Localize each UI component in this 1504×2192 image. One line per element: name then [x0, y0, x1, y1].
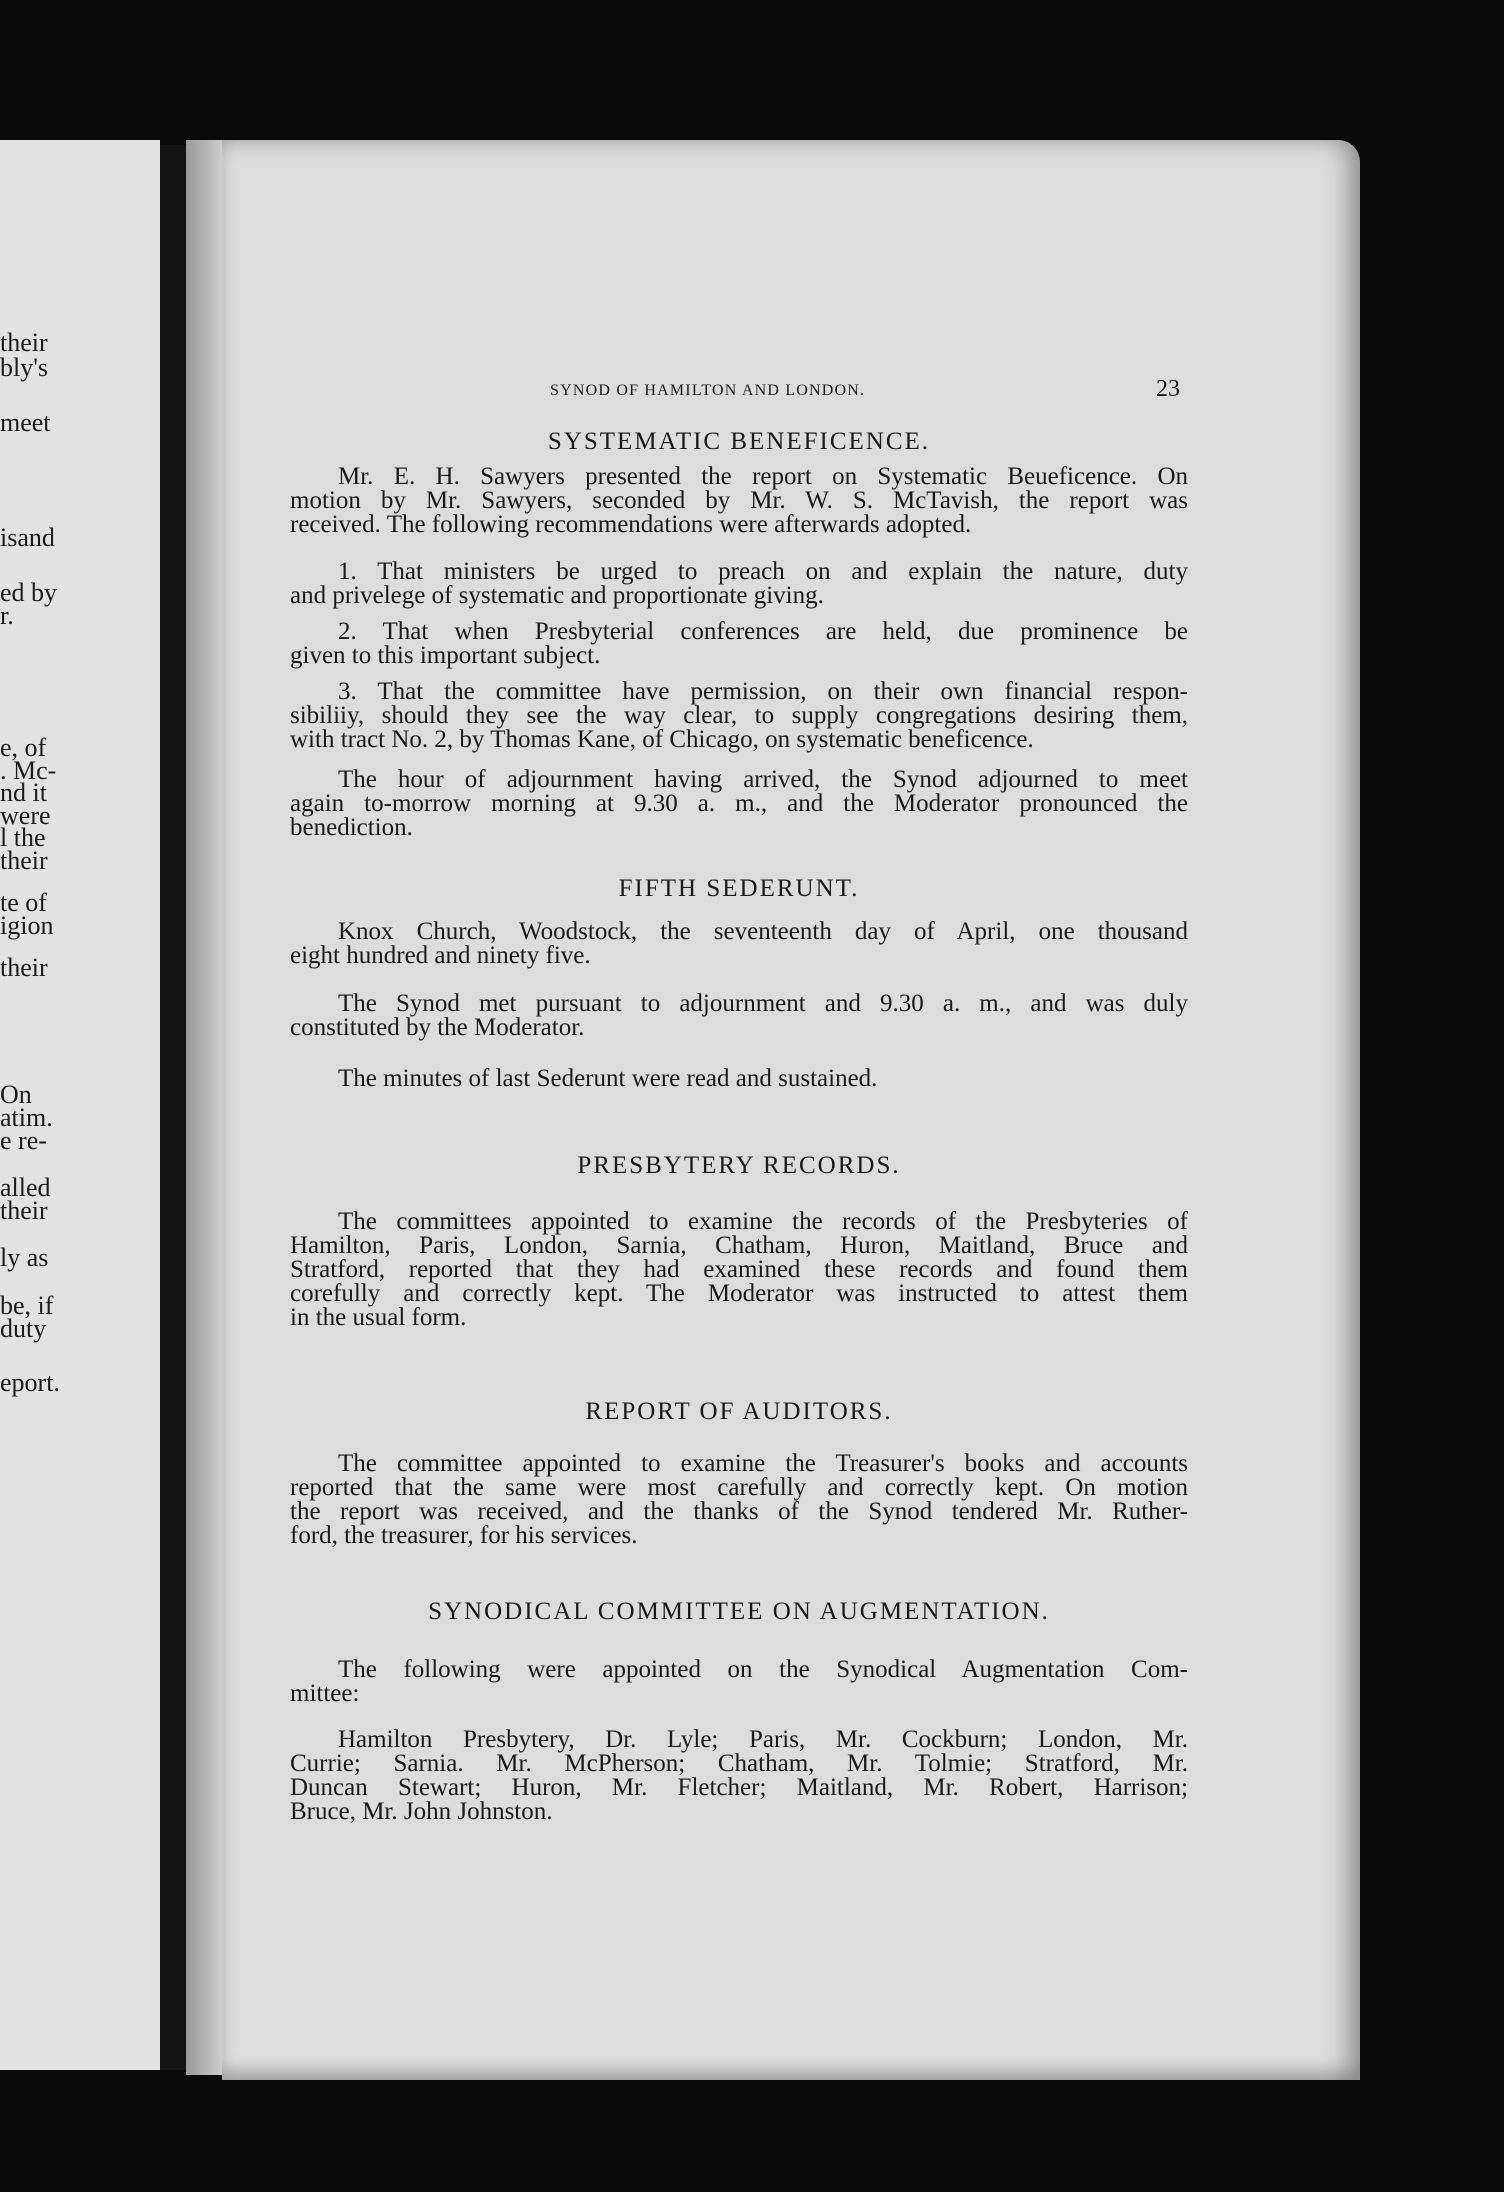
paragraph-line: received. The following recommendations were afterwards adopted.: [290, 511, 972, 538]
facing-page-fragment: eport.: [0, 1368, 60, 1397]
paragraph: [290, 768, 1188, 840]
paragraph: [290, 1658, 1188, 1706]
facing-page-fragment: their: [0, 846, 48, 875]
facing-page-fragment: their: [0, 1196, 48, 1225]
paragraph-line: with tract No. 2, by Thomas Kane, of Chicago, on systematic beneficence.: [290, 726, 1034, 753]
section-heading: REPORT OF AUDITORS.: [585, 1398, 893, 1425]
facing-page-fragment: isand: [0, 523, 55, 552]
paragraph-line: Hamilton, Paris, London, Sarnia, Chatham, Huron, Maitland, Bruce and: [290, 1232, 1188, 1259]
facing-page-fragment: atim.: [0, 1103, 53, 1132]
paragraph: [290, 680, 1188, 752]
paragraph-line: benediction.: [290, 814, 413, 841]
facing-page-fragment: e re-: [0, 1126, 47, 1155]
section-heading: PRESBYTERY RECORDS.: [577, 1152, 901, 1179]
paragraph-line: reported that the same were most carefully and correctly kept. On motion: [290, 1474, 1188, 1501]
paragraph-line: mittee:: [290, 1680, 360, 1707]
paragraph-line: 3. That the committee have permission, on their own financial respon-: [338, 678, 1188, 705]
paragraph-line: constituted by the Moderator.: [290, 1014, 585, 1041]
paragraph-line: corefully and correctly kept. The Moderator was instructed to attest them: [290, 1280, 1188, 1307]
paragraph: [290, 1728, 1188, 1824]
spine-shadow: [186, 140, 226, 2075]
paragraph-line: and privelege of systematic and proportionate giving.: [290, 582, 824, 609]
facing-page-fragment: alled: [0, 1173, 51, 1202]
paragraph-line: The following were appointed on the Synodical Augmentation Com-: [338, 1656, 1188, 1683]
page-number: 23: [1156, 376, 1180, 402]
facing-page-fragment: meet: [0, 408, 51, 437]
facing-page-fragment: igion: [0, 911, 54, 940]
running-head-title: SYNOD OF HAMILTON AND LONDON.: [550, 382, 866, 399]
facing-page-fragment: On: [0, 1080, 32, 1109]
paragraph-line: the report was received, and the thanks of the Synod tendered Mr. Ruther-: [290, 1498, 1188, 1525]
paragraph-line: The minutes of last Sederunt were read and sustained.: [338, 1065, 878, 1092]
paragraph-line: Hamilton Presbytery, Dr. Lyle; Paris, Mr. Cockburn; London, Mr.: [338, 1726, 1188, 1753]
paragraph-line: 1. That ministers be urged to preach on and explain the nature, duty: [338, 558, 1188, 585]
facing-page-fragment: te of: [0, 888, 47, 917]
facing-page-fragment: . Mc-: [0, 756, 57, 785]
paragraph-line: Knox Church, Woodstock, the seventeenth day of April, one thousand: [338, 918, 1188, 945]
section-heading: FIFTH SEDERUNT.: [618, 875, 860, 902]
paragraph-line: ford, the treasurer, for his services.: [290, 1522, 638, 1549]
facing-page-fragment: r.: [0, 601, 14, 630]
facing-page-fragment: bly's: [0, 353, 49, 382]
paragraph-line: eight hundred and ninety five.: [290, 942, 591, 969]
paragraph: [290, 1067, 1188, 1091]
paragraph-line: given to this important subject.: [290, 642, 601, 669]
facing-page-edge: [0, 140, 160, 2070]
paragraph: [290, 1210, 1188, 1330]
facing-page-fragment: duty: [0, 1314, 47, 1343]
paragraph: [290, 920, 1188, 968]
paragraph-line: The Synod met pursuant to adjournment and 9.30 a. m., and was duly: [338, 990, 1188, 1017]
facing-page-fragment: their: [0, 953, 48, 982]
paragraph-line: in the usual form.: [290, 1304, 467, 1331]
facing-page-fragment: nd it: [0, 778, 47, 807]
paragraph-line: 2. That when Presbyterial conferences are held, due prominence be: [338, 618, 1188, 645]
paragraph-line: sibiliiy, should they see the way clear, to supply congregations desiring them,: [290, 702, 1188, 729]
facing-page-fragment: be, if: [0, 1291, 54, 1320]
section-heading: SYSTEMATIC BENEFICENCE.: [547, 428, 931, 455]
section-heading: SYNODICAL COMMITTEE ON AUGMENTATION.: [428, 1598, 1050, 1625]
book-spine: [160, 145, 186, 2070]
facing-page-fragment: ly as: [0, 1243, 49, 1272]
paragraph: [290, 560, 1188, 608]
facing-page-fragment: l the: [0, 823, 46, 852]
paragraph: [290, 1452, 1188, 1548]
facing-page-fragment: their: [0, 328, 48, 357]
paragraph: [290, 992, 1188, 1040]
paragraph-line: Bruce, Mr. John Johnston.: [290, 1798, 553, 1825]
facing-page-fragment: ed by: [0, 578, 58, 607]
paragraph-line: Mr. E. H. Sawyers presented the report on Systematic Beueficence. On: [338, 463, 1188, 490]
paragraph-line: The committee appointed to examine the Treasurer's books and accounts: [338, 1450, 1188, 1477]
paragraph: [290, 620, 1188, 668]
paragraph: [290, 465, 1188, 537]
facing-page-fragment: e, of: [0, 733, 47, 762]
paragraph-line: Currie; Sarnia. Mr. McPherson; Chatham, Mr. Tolmie; Stratford, Mr.: [290, 1750, 1188, 1777]
paragraph-line: Duncan Stewart; Huron, Mr. Fletcher; Maitland, Mr. Robert, Harrison;: [290, 1774, 1188, 1801]
paragraph-line: again to-morrow morning at 9.30 a. m., and the Moderator pronounced the: [290, 790, 1188, 817]
paragraph-line: The committees appointed to examine the records of the Presbyteries of: [338, 1208, 1188, 1235]
paragraph-line: The hour of adjournment having arrived, the Synod adjourned to meet: [338, 766, 1188, 793]
paragraph-line: motion by Mr. Sawyers, seconded by Mr. W. S. McTavish, the report was: [290, 487, 1188, 514]
paragraph-line: Stratford, reported that they had examined these records and found them: [290, 1256, 1188, 1283]
facing-page-fragment: were: [0, 801, 51, 830]
